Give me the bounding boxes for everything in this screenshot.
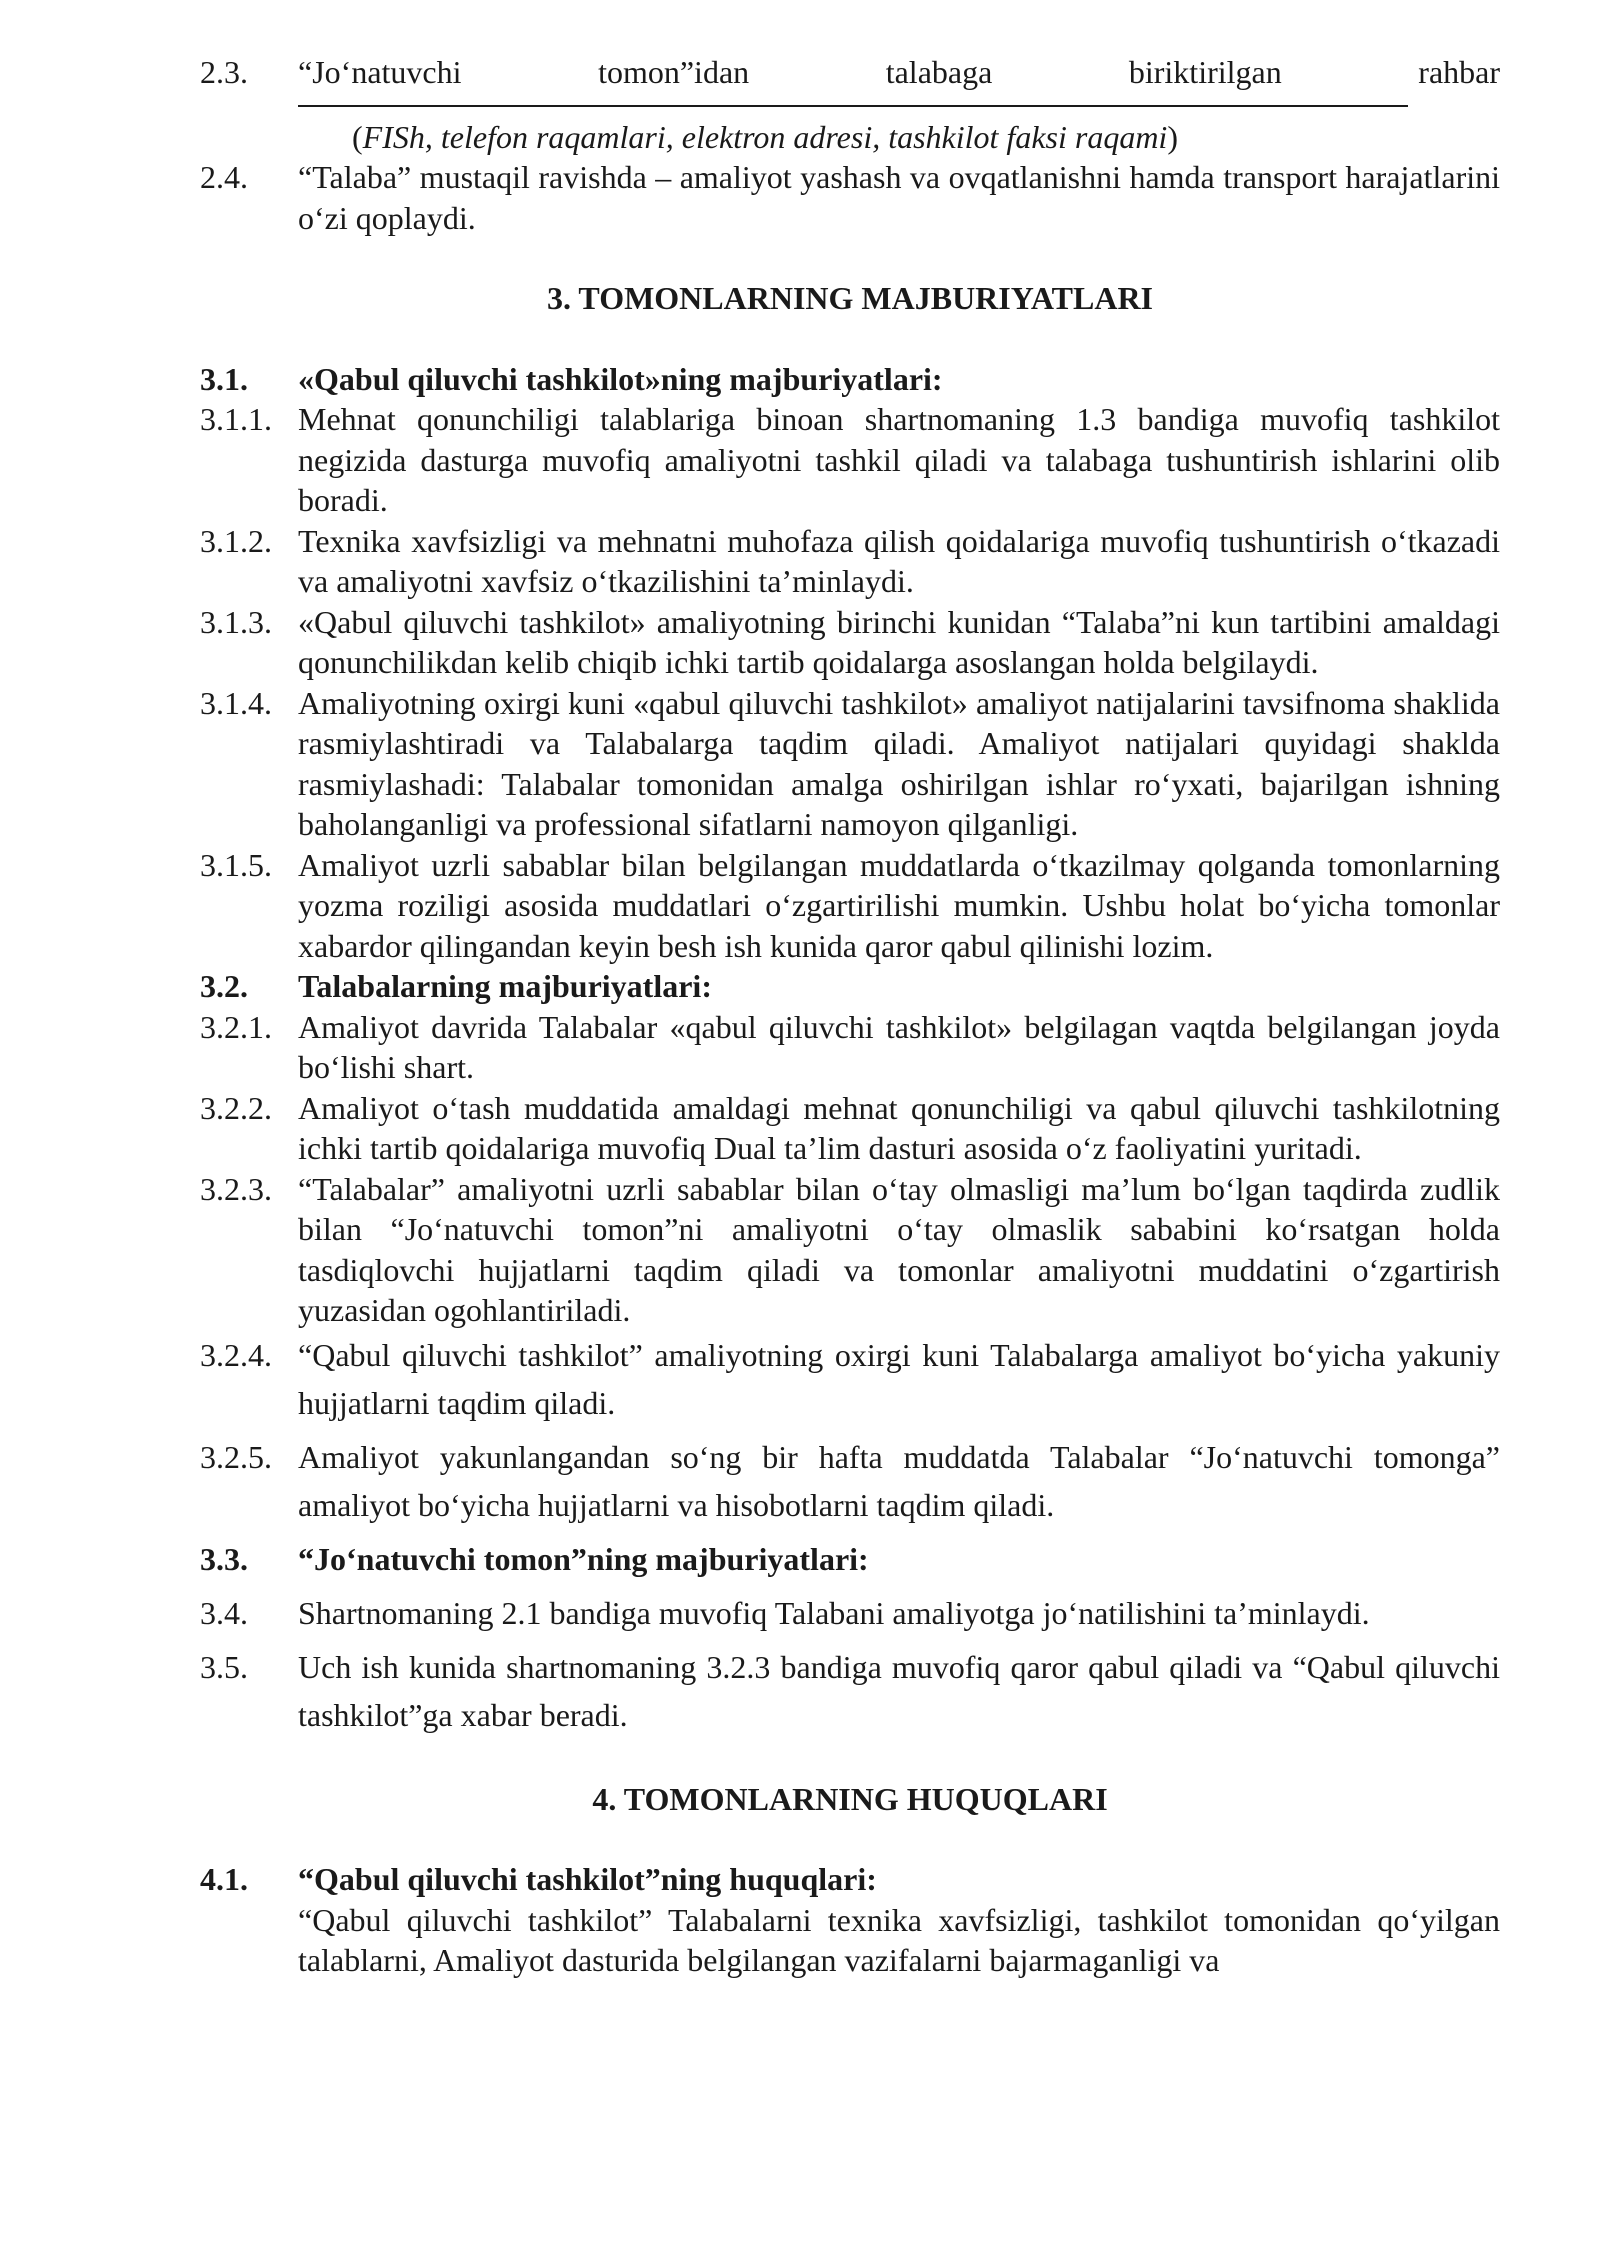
clause-number: 3.1.4. <box>200 684 272 721</box>
clause-3-2-1 <box>200 1007 1500 1088</box>
clause-text: Texnika xavfsizligi va mehnatni muhofaza qilish qoidalariga muvofiq tushuntirish o‘tkazadi va amaliyotni xavfsiz o‘tkazilishini ta’minlaydi. <box>298 522 1500 599</box>
word: rahbar <box>1418 54 1500 90</box>
word: tomon”idan <box>598 54 750 90</box>
clause-text: Amaliyot o‘tash muddatida amaldagi mehnat qonunchiligi va qabul qiluvchi tashkilotning ichki tartib qoidalariga muvofiq Dual ta’lim dasturi asosida o‘z faoliyatini yuritadi. <box>298 1089 1500 1166</box>
clause-3-1 <box>200 359 1500 400</box>
clause-number: 3.1.3. <box>200 603 272 640</box>
clause-text: Mehnat qonunchiligi talablariga binoan shartnomaning 1.3 bandiga muvofiq tashkilot negizida dasturga muvofiq amaliyotni tashkil qiladi va talabaga tushuntirish ishlarini olib boradi. <box>298 401 1500 518</box>
clause-4-1-body <box>200 1900 1500 1981</box>
hint-text: FISh, telefon raqamlari, elektron adresi, tashkilot faksi raqami <box>362 118 1168 155</box>
section-heading-3: 3. TOMONLARNING MAJBURIYATLARI <box>547 280 1153 316</box>
word: “Jo‘natuvchi <box>298 54 462 90</box>
clause-2-4 <box>200 157 1500 238</box>
clause-3-2-5 <box>200 1433 1500 1529</box>
clause-3-3 <box>200 1535 1500 1583</box>
clause-number: 3.2.4. <box>200 1336 272 1373</box>
clause-text: Amaliyot uzrli sabablar bilan belgilangan muddatlarda o‘tkazilmay qolganda tomonlarning yozma roziligi asosida muddatlari o‘zgartirilishi mumkin. Ushbu holat bo‘yicha tomonlar xabardor qilingandan keyin besh ish kunida qaror qabul qilinishi lozim. <box>298 846 1500 964</box>
clause-4-1 <box>200 1859 1500 1900</box>
clause-3-2 <box>200 966 1500 1007</box>
clause-text: Amaliyot davrida Talabalar «qabul qiluvchi tashkilot» belgilagan vaqtda belgilangan joyda bo‘lishi shart. <box>298 1008 1500 1085</box>
clause-number: 3.2. <box>200 968 248 1004</box>
word: talabaga <box>885 54 993 90</box>
clause-text: Amaliyotning oxirgi kuni «qabul qiluvchi tashkilot» amaliyot natijalarini tavsifnoma shaklida rasmiylashtiradi va Talabalarga taqdim qiladi. Amaliyot natijalari quyidagi shaklda rasmiylashadi: Talabalar tomonidan amalga oshirilgan ishlar ro‘yxati, bajarilgan ishning baholanganligi va professional sifatlarni namoyon qilganligi. <box>298 684 1500 842</box>
clause-number: 3.5. <box>200 1648 248 1685</box>
clause-number: 3.1. <box>200 360 248 397</box>
clause-text <box>298 52 1500 93</box>
clause-number: 3.2.2. <box>200 1089 272 1126</box>
fill-line-hint: (FISh, telefon raqamlari, elektron adresi, tashkilot faksi raqami) <box>352 118 1178 155</box>
clause-number: 2.4. <box>200 159 248 195</box>
clause-3-1-4 <box>200 683 1500 845</box>
clause-3-1-2 <box>200 521 1500 602</box>
clause-text: “Qabul qiluvchi tashkilot” amaliyotning oxirgi kuni Talabalarga amaliyot bo‘yicha yakuniy hujjatlarni taqdim qiladi. <box>298 1336 1500 1421</box>
clause-title: “Jo‘natuvchi tomon”ning majburiyatlari: <box>298 1540 869 1577</box>
clause-text: “Qabul qiluvchi tashkilot” Talabalarni texnika xavfsizligi, tashkilot tomonidan qo‘yilgan talablarni, Amaliyot dasturida belgilangan vazifalarni bajarmaganligi va <box>298 1901 1500 1978</box>
clause-number: 4.1. <box>200 1861 248 1897</box>
clause-number: 3.4. <box>200 1594 248 1631</box>
clause-number: 3.2.5. <box>200 1438 272 1475</box>
clause-3-5 <box>200 1643 1500 1739</box>
section-heading-4: 4. TOMONLARNING HUQUQLARI <box>592 1780 1108 1817</box>
clause-3-1-1 <box>200 399 1500 521</box>
clause-3-1-3 <box>200 602 1500 683</box>
clause-3-2-4 <box>200 1331 1500 1427</box>
clause-number: 2.3. <box>200 54 248 90</box>
clause-text: Amaliyot yakunlangandan so‘ng bir hafta muddatda Talabalar “Jo‘natuvchi tomonga” amaliyot bo‘yicha hujjatlarni va hisobotlarni taqdim qiladi. <box>298 1438 1500 1523</box>
clause-2-3 <box>200 52 1500 93</box>
clause-number: 3.2.3. <box>200 1170 272 1207</box>
clause-3-4 <box>200 1589 1500 1637</box>
clause-title: “Qabul qiluvchi tashkilot”ning huquqlari: <box>298 1861 877 1897</box>
clause-number: 3.1.2. <box>200 522 272 559</box>
clause-3-2-3 <box>200 1169 1500 1331</box>
clause-3-1-5 <box>200 845 1500 967</box>
clause-number: 3.1.5. <box>200 846 272 883</box>
clause-text: Shartnomaning 2.1 bandiga muvofiq Talabani amaliyotga jo‘natilishini ta’minlaydi. <box>298 1594 1370 1631</box>
clause-number: 3.1.1. <box>200 401 272 437</box>
clause-title: «Qabul qiluvchi tashkilot»ning majburiyatlari: <box>298 360 943 397</box>
clause-text: Uch ish kunida shartnomaning 3.2.3 bandiga muvofiq qaror qabul qiladi va “Qabul qiluvchi tashkilot”ga xabar beradi. <box>298 1648 1500 1733</box>
clause-text: “Talaba” mustaqil ravishda – amaliyot yashash va ovqatlanishni hamda transport harajatlarini o‘zi qoplaydi. <box>298 159 1500 236</box>
clause-number: 3.2.1. <box>200 1008 272 1045</box>
clause-text: “Talabalar” amaliyotni uzrli sabablar bilan o‘tay olmasligi ma’lum bo‘lgan taqdirda zudlik bilan “Jo‘natuvchi tomon”ni amaliyotni o‘tay olmaslik sababini ko‘rsatgan holda tasdiqlovchi hujjatlarni taqdim qiladi va tomonlar amaliyotni muddatini o‘zgartirish yuzasidan ogohlantiriladi. <box>298 1170 1500 1328</box>
clause-text: «Qabul qiluvchi tashkilot» amaliyotning birinchi kunidan “Talaba”ni kun tartibini amaldagi qonunchilikdan kelib chiqib ichki tartib qoidalarga asoslangan holda belgilaydi. <box>298 603 1500 680</box>
clause-title: Talabalarning majburiyatlari: <box>298 968 712 1004</box>
blank-fill-line <box>298 95 1408 107</box>
clause-number: 3.3. <box>200 1540 248 1577</box>
clause-3-2-2 <box>200 1088 1500 1169</box>
word: biriktirilgan <box>1128 54 1282 90</box>
document-page <box>200 52 1500 1981</box>
